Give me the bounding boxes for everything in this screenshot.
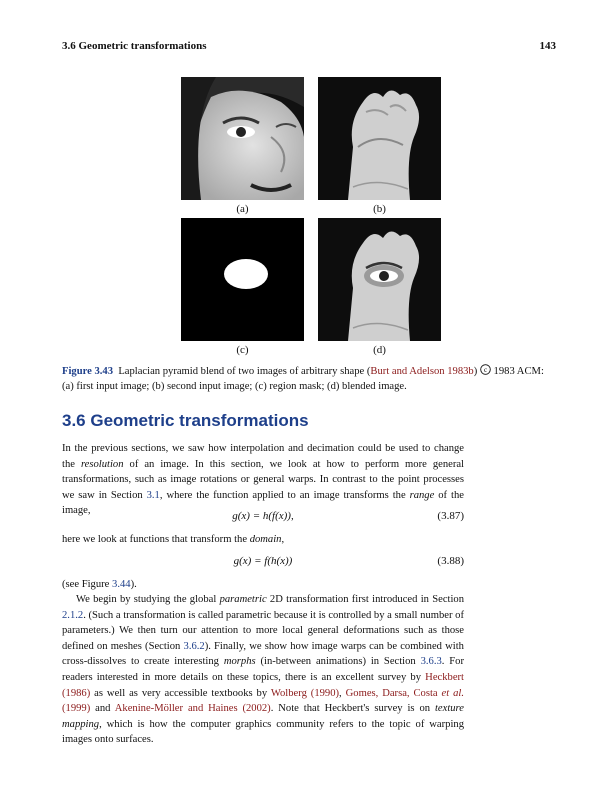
figure-link[interactable]: 3.44 [112,579,131,590]
equation-number: (3.87) [437,510,464,522]
figure-caption [62,364,556,394]
section-link[interactable]: 2.1.2 [62,609,84,621]
equation-3-88 [62,555,464,571]
citation-link[interactable]: Gomes, Darsa, Costa et al. (1999) [62,687,464,715]
section-link[interactable]: 3.6.3 [420,656,442,668]
section-link[interactable]: 3.6.2 [183,640,205,652]
citation-link[interactable]: Wolberg (1990) [270,687,340,699]
figure-panel-b-label: (b) [373,203,386,215]
svg-text:c: c [483,366,487,374]
figure-panel-a-label: (a) [236,203,249,215]
section-link[interactable]: 3.1 [146,489,160,501]
paragraph-domain: here we look at functions that transform the domain, [62,534,285,545]
figure-panel-c-image [181,218,304,341]
figure-panel-d-label: (d) [373,344,386,356]
blended-image [318,218,441,341]
page-number: 143 [539,40,556,52]
figure-panel-a-image [181,77,304,200]
citation-link[interactable]: Burt and Adelson 1983b [370,366,474,377]
caption-text: 1983 ACM: [490,366,544,377]
hand-image [318,77,441,200]
equation-number: (3.88) [437,555,464,567]
running-head-section: 3.6 Geometric transformations [62,40,207,52]
figure-panel-b-image [318,77,441,200]
equation-expression: g(x) = h(f(x)), [232,510,294,522]
caption-text: ) [473,366,480,377]
running-head [62,40,556,52]
figure-number: Figure 3.43 [62,366,114,377]
equation-expression: g(x) = f(h(x)) [233,555,293,567]
citation-link[interactable]: Akenine-Möller and Haines (2002) [114,703,271,715]
figure-panel-d-image [318,218,441,341]
section-heading: 3.6 Geometric transformations [62,411,309,430]
ellipse-mask-image [181,218,304,341]
copyright-icon [480,364,491,375]
paragraph-overview: We begin by studying the global parametric 2D transformation first introduced in Section 2.1.2. (Such a transformation is called parametric because it is controlled by a small number of parameters.) We then turn our attention to more local general deformations such as those defined on meshes (Section 3.6.2). Finally, we show how image warps can be combined with cross-dissolves to create interesting morphs (in-between animations) in Section 3.6.3. For readers interested in more details on these topics, there is an excellent survey by Heckbert (1986) as well as very accessible textbooks by Wolberg (1990), Gomes, Darsa, Costa et al. (1999) and Akenine-Möller and Haines (2002). Note that Heckbert's survey is on texture mapping, which is how the computer graphics community refers to the topic of warping images onto surfaces. [62,594,464,746]
paragraph-see-figure: (see Figure 3.44). [62,579,137,590]
caption-text: Laplacian pyramid blend of two images of arbitrary shape ( [118,366,371,377]
woman-face-image [181,77,304,200]
equation-3-87 [62,510,464,526]
caption-line-2: (a) first input image; (b) second input image; (c) region mask; (d) blended image. [62,381,407,392]
figure-panel-c-label: (c) [236,344,249,356]
citation-link[interactable]: Heckbert (1986) [62,671,464,699]
paragraph-intro: In the previous sections, we saw how interpolation and decimation could be used to change the resolution of an image. In this section, we look at how to perform more general transformations, such as image rotations or general warps. In contrast to the point processes we saw in Section 3.1, where the function applied to an image transforms the range of the image, [62,443,464,517]
